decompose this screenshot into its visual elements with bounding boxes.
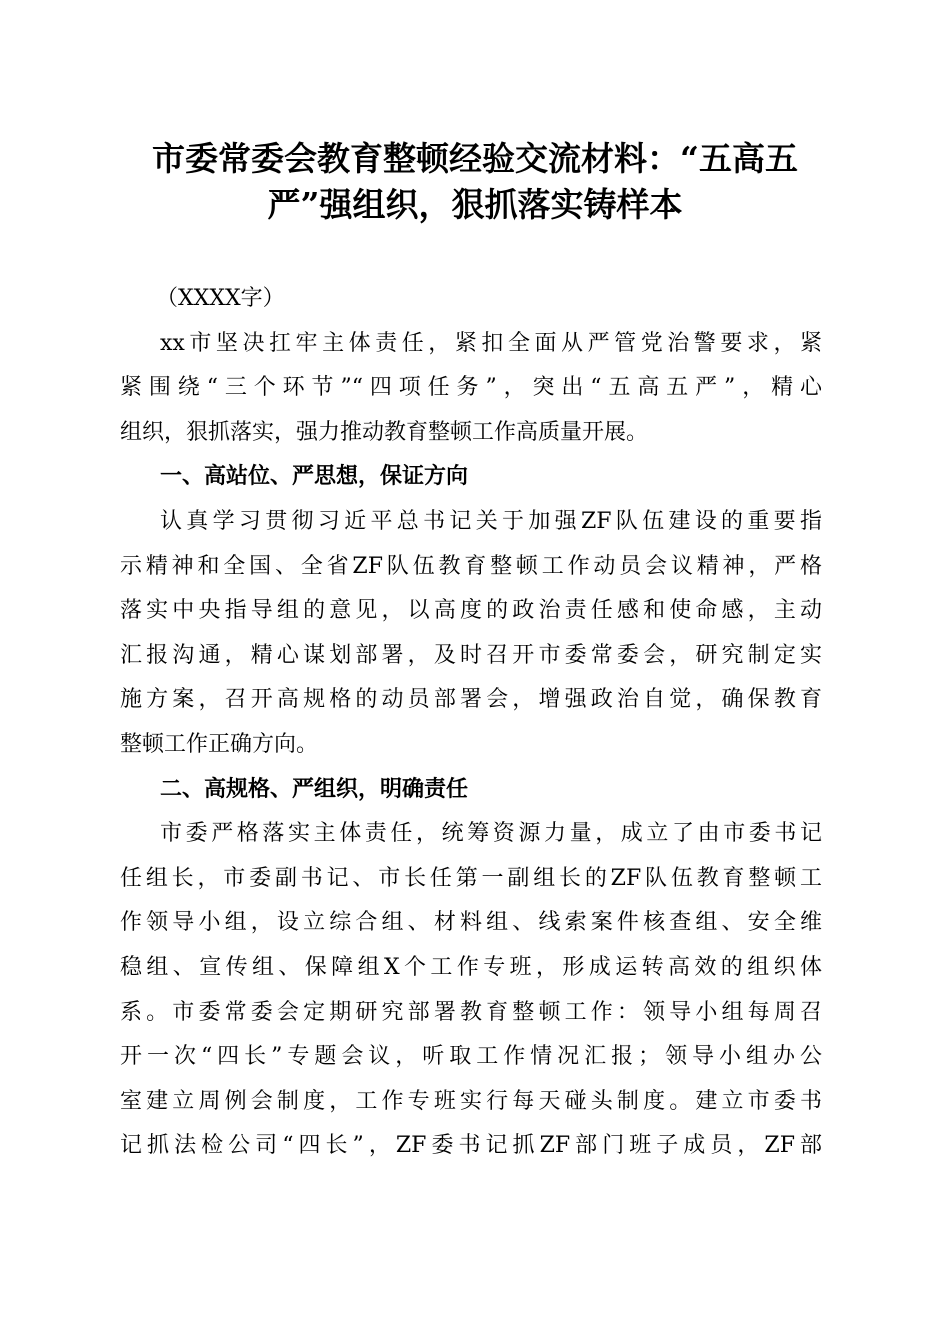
text-line: 整顿工作正确方向。 [120, 731, 319, 757]
paragraph-section-2 [120, 812, 822, 1169]
text-line: 作领导小组，设立综合组、材料组、线索案件核查组、安全维 [120, 910, 822, 936]
section-heading-2: 二、高规格、严组织，明确责任 [160, 776, 469, 802]
text-line: 开一次“四长”专题会议，听取工作情况汇报；领导小组办公 [120, 1044, 822, 1070]
text-line: 汇报沟通，精心谋划部署，及时召开市委常委会，研究制定实 [120, 642, 822, 668]
paragraph-section-1 [120, 500, 822, 768]
text-line: xx市坚决扛牢主体责任，紧扣全面从严管党治警要求，紧 [160, 330, 822, 356]
text-line: 组织，狠抓落实，强力推动教育整顿工作高质量开展。 [120, 419, 649, 445]
text-line: 示精神和全国、全省ZF队伍教育整顿工作动员会议精神，严格 [120, 553, 822, 579]
text-line: 落实中央指导组的意见，以高度的政治责任感和使命感，主动 [120, 598, 822, 624]
text-line: 记抓法检公司“四长”，ZF委书记抓ZF部门班子成员，ZF部 [120, 1133, 822, 1159]
text-line: 稳组、宣传组、保障组X个工作专班，形成运转高效的组织体 [120, 954, 822, 980]
word-count-note: （XXXX字） [156, 286, 285, 311]
document-title [100, 136, 850, 228]
text-line: 系。市委常委会定期研究部署教育整顿工作：领导小组每周召 [120, 999, 822, 1025]
paragraph-intro [120, 322, 822, 456]
text-line: 紧围绕“三个环节”“四项任务”，突出“五高五严”，精心 [120, 375, 822, 401]
title-line: 市委常委会教育整顿经验交流材料：“五高五 [152, 139, 798, 178]
title-line: 严”强组织，狠抓落实铸样本 [267, 185, 683, 224]
document-body [120, 277, 822, 1169]
text-line: 任组长，市委副书记、市长任第一副组长的ZF队伍教育整顿工 [120, 865, 822, 891]
text-line: 市委严格落实主体责任，统筹资源力量，成立了由市委书记 [160, 821, 822, 847]
text-line: 室建立周例会制度，工作专班实行每天碰头制度。建立市委书 [120, 1088, 822, 1114]
section-heading-1: 一、高站位、严思想，保证方向 [160, 464, 469, 490]
text-line: 认真学习贯彻习近平总书记关于加强ZF队伍建设的重要指 [160, 508, 822, 534]
text-line: 施方案，召开高规格的动员部署会，增强政治自觉，确保教育 [120, 687, 822, 713]
